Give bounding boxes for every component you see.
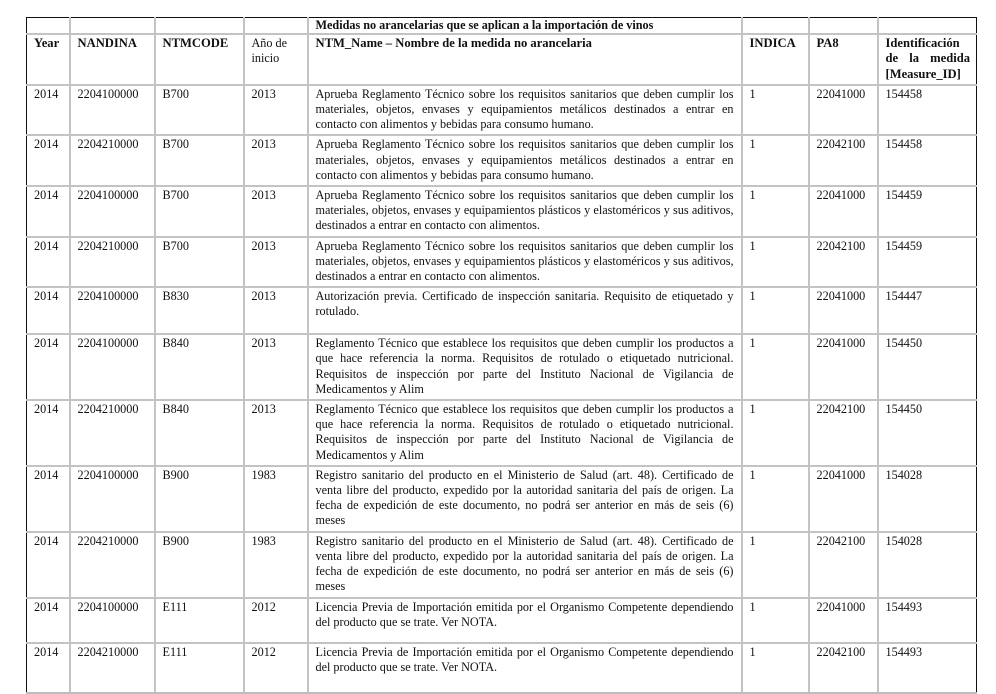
cell-pa8: 22042100 (809, 237, 878, 288)
cell-pa8: 22041000 (809, 598, 878, 643)
column-header-row (27, 34, 977, 85)
column-header-indica: INDICA (742, 34, 809, 85)
empty-header-cell (244, 18, 308, 35)
cell-indica: 1 (742, 532, 809, 598)
cell-indica: 1 (742, 85, 809, 136)
cell-nandina: 2204100000 (70, 466, 155, 532)
cell-ntm-name: Aprueba Reglamento Técnico sobre los requisitos sanitarios que deben cumplir los materiales, objetos, envases y equipamientos plásticos y elastoméricos y sus aditivos, destinados a entrar en contacto con alimentos. (308, 186, 742, 237)
cell-year: 2014 (27, 186, 70, 237)
cell-pa8: 22041000 (809, 186, 878, 237)
cell-nandina: 2204210000 (70, 532, 155, 598)
cell-year: 2014 (27, 334, 70, 400)
cell-indica: 1 (742, 237, 809, 288)
cell-measure-id: 154493 (878, 643, 977, 693)
cell-nandina: 2204100000 (70, 287, 155, 334)
empty-header-cell (809, 18, 878, 35)
cell-ntm-name: Reglamento Técnico que establece los requisitos que deben cumplir los productos a que hace referencia la norma. Requisitos de rotulado o etiquetado nutricional. Requisitos de inspección por parte del Instituto Nacional de Vigilancia de Medicamentos y Alim (308, 334, 742, 400)
table-row (27, 237, 977, 288)
cell-ntm-name: Autorización previa. Certificado de inspección sanitaria. Requisito de etiquetado y rotulado. (308, 287, 742, 334)
cell-measure-id: 154458 (878, 85, 977, 136)
cell-measure-id: 154459 (878, 237, 977, 288)
table-row (27, 532, 977, 598)
cell-ntm-name: Licencia Previa de Importación emitida por el Organismo Competente dependiendo del producto que se trate. Ver NOTA. (308, 598, 742, 643)
table-row (27, 186, 977, 237)
cell-indica: 1 (742, 643, 809, 693)
cell-anio-inicio: 2013 (244, 334, 308, 400)
document-page (26, 17, 976, 694)
empty-header-cell (878, 18, 977, 35)
cell-year: 2014 (27, 135, 70, 186)
cell-measure-id: 154459 (878, 186, 977, 237)
cell-indica: 1 (742, 186, 809, 237)
cell-nandina: 2204210000 (70, 135, 155, 186)
cell-ntm-name: Licencia Previa de Importación emitida por el Organismo Competente dependiendo del producto que se trate. Ver NOTA. (308, 643, 742, 693)
table-row (27, 643, 977, 693)
column-header-ntm-name: NTM_Name – Nombre de la medida no arancelaria (308, 34, 742, 85)
cell-year: 2014 (27, 237, 70, 288)
table-row (27, 287, 977, 334)
table-row (27, 466, 977, 532)
empty-header-cell (27, 18, 70, 35)
ntm-measures-table (26, 17, 977, 694)
cell-nandina: 2204210000 (70, 643, 155, 693)
cell-pa8: 22042100 (809, 135, 878, 186)
table-row (27, 334, 977, 400)
cell-ntm-name: Registro sanitario del producto en el Ministerio de Salud (art. 48). Certificado de venta libre del producto, expedido por la autoridad sanitaria del país de origen. La fecha de expedición de este documento, no podrá ser anterior en más de seis (6) meses (308, 466, 742, 532)
cell-year: 2014 (27, 532, 70, 598)
empty-header-cell (742, 18, 809, 35)
cell-anio-inicio: 2013 (244, 237, 308, 288)
cell-ntmcode: B700 (155, 85, 244, 136)
cell-ntmcode: E111 (155, 598, 244, 643)
table-row (27, 598, 977, 643)
cell-anio-inicio: 2013 (244, 287, 308, 334)
column-header-measure-id: Identificación de la medida [Measure_ID] (878, 34, 977, 85)
cell-anio-inicio: 1983 (244, 466, 308, 532)
cell-ntm-name: Registro sanitario del producto en el Ministerio de Salud (art. 48). Certificado de venta libre del producto, expedido por la autoridad sanitaria del país de origen. La fecha de expedición de este documento, no podrá ser anterior en más de seis (6) meses (308, 532, 742, 598)
cell-year: 2014 (27, 643, 70, 693)
cell-year: 2014 (27, 400, 70, 466)
cell-pa8: 22042100 (809, 532, 878, 598)
column-header-year: Year (27, 34, 70, 85)
cell-nandina: 2204210000 (70, 400, 155, 466)
cell-measure-id: 154447 (878, 287, 977, 334)
cell-anio-inicio: 2013 (244, 400, 308, 466)
cell-ntmcode: B900 (155, 532, 244, 598)
column-header-ntmcode: NTMCODE (155, 34, 244, 85)
cell-ntmcode: B840 (155, 334, 244, 400)
cell-nandina: 2204100000 (70, 598, 155, 643)
cell-measure-id: 154493 (878, 598, 977, 643)
cell-pa8: 22042100 (809, 400, 878, 466)
cell-nandina: 2204100000 (70, 334, 155, 400)
cell-pa8: 22041000 (809, 85, 878, 136)
cell-measure-id: 154028 (878, 532, 977, 598)
cell-ntmcode: B700 (155, 135, 244, 186)
cell-anio-inicio: 2012 (244, 643, 308, 693)
cell-ntm-name: Aprueba Reglamento Técnico sobre los requisitos sanitarios que deben cumplir los materiales, objetos, envases y equipamientos metálicos destinados a entrar en contacto con alimentos y bebidas para consumo humano. (308, 135, 742, 186)
cell-measure-id: 154450 (878, 334, 977, 400)
empty-header-cell (155, 18, 244, 35)
cell-ntmcode: B840 (155, 400, 244, 466)
cell-ntmcode: B900 (155, 466, 244, 532)
cell-year: 2014 (27, 466, 70, 532)
cell-anio-inicio: 2013 (244, 186, 308, 237)
cell-indica: 1 (742, 400, 809, 466)
cell-indica: 1 (742, 466, 809, 532)
cell-nandina: 2204210000 (70, 237, 155, 288)
column-header-anio-inicio: Año de inicio (244, 34, 308, 85)
empty-header-cell (70, 18, 155, 35)
cell-anio-inicio: 2013 (244, 135, 308, 186)
cell-pa8: 22041000 (809, 287, 878, 334)
cell-ntm-name: Aprueba Reglamento Técnico sobre los requisitos sanitarios que deben cumplir los materiales, objetos, envases y equipamientos metálicos destinados a entrar en contacto con alimentos y bebidas para consumo humano. (308, 85, 742, 136)
table-row (27, 85, 977, 136)
cell-ntmcode: E111 (155, 643, 244, 693)
cell-year: 2014 (27, 598, 70, 643)
cell-ntmcode: B830 (155, 287, 244, 334)
cell-pa8: 22042100 (809, 643, 878, 693)
cell-indica: 1 (742, 334, 809, 400)
cell-measure-id: 154450 (878, 400, 977, 466)
table-row (27, 135, 977, 186)
cell-indica: 1 (742, 598, 809, 643)
cell-year: 2014 (27, 287, 70, 334)
cell-year: 2014 (27, 85, 70, 136)
cell-ntmcode: B700 (155, 237, 244, 288)
table-title-row (27, 18, 977, 35)
cell-ntm-name: Reglamento Técnico que establece los requisitos que deben cumplir los productos a que hace referencia la norma. Requisitos de rotulado o etiquetado nutricional. Requisitos de inspección por parte del Instituto Nacional de Vigilancia de Medicamentos y Alim (308, 400, 742, 466)
cell-pa8: 22041000 (809, 334, 878, 400)
cell-indica: 1 (742, 287, 809, 334)
cell-ntmcode: B700 (155, 186, 244, 237)
cell-anio-inicio: 2013 (244, 85, 308, 136)
table-title: Medidas no arancelarias que se aplican a la importación de vinos (308, 18, 742, 35)
column-header-nandina: NANDINA (70, 34, 155, 85)
cell-measure-id: 154028 (878, 466, 977, 532)
cell-ntm-name: Aprueba Reglamento Técnico sobre los requisitos sanitarios que deben cumplir los materiales, objetos, envases y equipamientos plásticos y elastoméricos y sus aditivos, destinados a entrar en contacto con alimentos. (308, 237, 742, 288)
cell-nandina: 2204100000 (70, 85, 155, 136)
cell-anio-inicio: 1983 (244, 532, 308, 598)
cell-anio-inicio: 2012 (244, 598, 308, 643)
cell-indica: 1 (742, 135, 809, 186)
cell-measure-id: 154458 (878, 135, 977, 186)
cell-pa8: 22041000 (809, 466, 878, 532)
table-row (27, 400, 977, 466)
column-header-pa8: PA8 (809, 34, 878, 85)
cell-nandina: 2204100000 (70, 186, 155, 237)
